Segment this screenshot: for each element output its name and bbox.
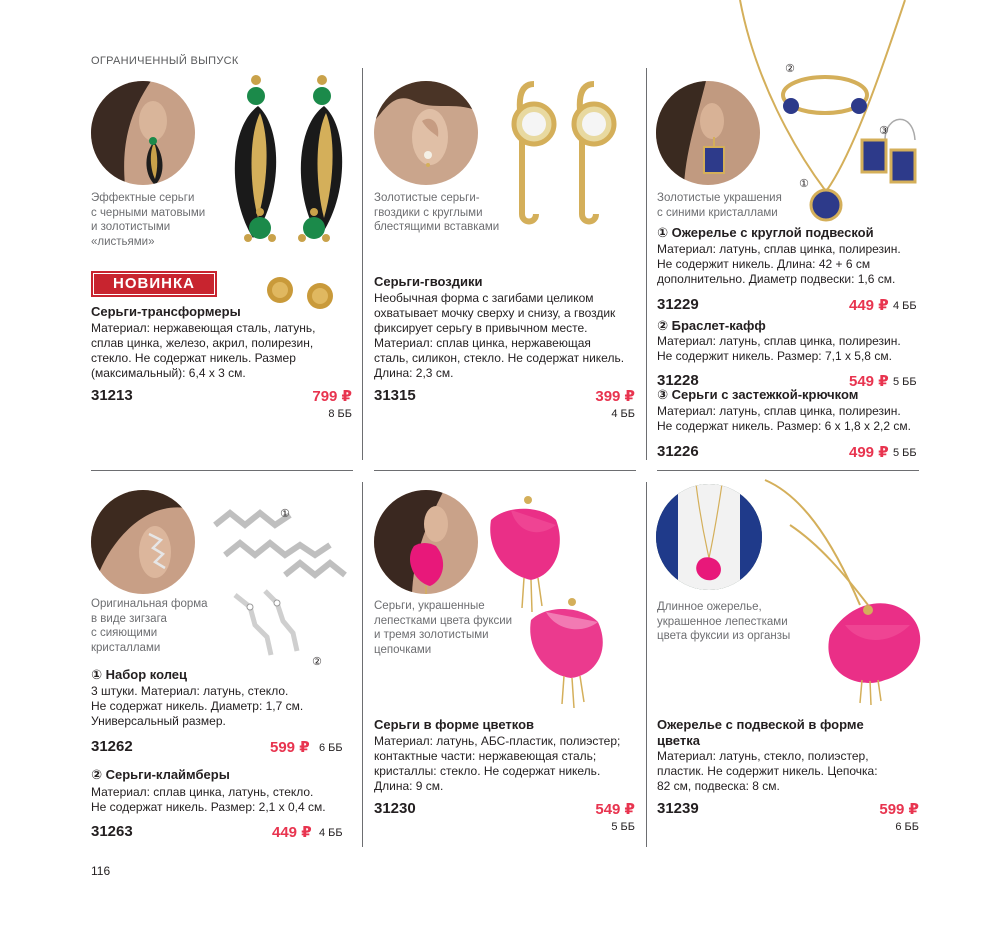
product-code: 31228 bbox=[657, 372, 699, 389]
model-photo bbox=[656, 484, 762, 590]
product-description: Материал: латунь, стекло, полиэстер, пластик. Не содержит никель. Цепочка: 82 см, подвеска: 8 см. bbox=[657, 749, 878, 793]
product-description: Материал: латунь, сплав цинка, полирезин. Не содержит никель. Размер: 7,1 х 5,8 см. bbox=[657, 334, 901, 363]
product-description: 3 штуки. Материал: латунь, стекло. Не содержат никель. Диаметр: 1,7 см. Универсальный размер. bbox=[91, 684, 304, 728]
product-code: 31262 bbox=[91, 738, 133, 755]
column-divider bbox=[646, 68, 647, 460]
product-price: 549 ₽ bbox=[849, 373, 889, 390]
bonus-points: 5 ББ bbox=[893, 376, 917, 388]
product-caption: Оригинальная форма в виде зигзага с сияющими кристаллами bbox=[91, 598, 208, 654]
product-code: 31229 bbox=[657, 296, 699, 313]
column-divider bbox=[646, 482, 647, 847]
product-description: Материал: нержавеющая сталь, латунь, сплав цинка, железо, акрил, полирезин, стекло. Не содержат никель. Размер (максимальный): 6,4 х 3 см. bbox=[91, 321, 316, 380]
model-photo bbox=[91, 490, 195, 594]
product-price: 599 ₽ bbox=[879, 801, 919, 818]
product-price: 399 ₽ bbox=[595, 388, 635, 405]
bonus-points: 5 ББ bbox=[611, 821, 635, 833]
bonus-points: 4 ББ bbox=[319, 827, 343, 839]
product-description: Необычная форма с загибами целиком охватывает мочку сверху и снизу, а гвоздик фиксирует серьгу в привычном месте. Материал: сплав цинка, нержавеющая сталь, силикон, стекло. Не содержат никель. Длина: 2,3 см. bbox=[374, 291, 625, 380]
product-code: 31226 bbox=[657, 443, 699, 460]
marker-2: ② bbox=[312, 656, 322, 668]
bonus-points: 4 ББ bbox=[893, 300, 917, 312]
marker-1: ① bbox=[799, 178, 809, 190]
section-label: ОГРАНИЧЕННЫЙ ВЫПУСК bbox=[91, 55, 239, 67]
product-title: ① Набор колец bbox=[91, 667, 188, 682]
product-description: Материал: сплав цинка, латунь, стекло. Не содержат никель. Размер: 2,1 х 0,4 см. bbox=[91, 785, 326, 814]
product-description: Материал: латунь, АБС-пластик, полиэстер; контактные части: нержавеющая сталь; кристаллы: стекло. Не содержат никель. Длина: 9 см. bbox=[374, 734, 621, 793]
product-code: 31230 bbox=[374, 800, 416, 817]
column-divider bbox=[362, 68, 363, 460]
product-image bbox=[760, 475, 930, 710]
bonus-points: 8 ББ bbox=[328, 408, 352, 420]
product-price: 499 ₽ bbox=[849, 444, 889, 461]
marker-2: ② bbox=[785, 63, 795, 75]
product-title: Серьги-гвоздики bbox=[374, 274, 483, 289]
bonus-points: 6 ББ bbox=[895, 821, 919, 833]
row-divider bbox=[91, 470, 353, 471]
product-code: 31213 bbox=[91, 387, 133, 404]
product-caption: Золотистые украшения с синими кристаллами bbox=[657, 192, 782, 219]
bonus-points: 4 ББ bbox=[611, 408, 635, 420]
column-divider bbox=[362, 482, 363, 847]
product-title: Серьги в форме цветков bbox=[374, 717, 535, 732]
bonus-points: 5 ББ bbox=[893, 447, 917, 459]
model-photo bbox=[374, 490, 478, 594]
page-number: 116 bbox=[91, 864, 111, 878]
product-title: ② Браслет-кафф bbox=[657, 318, 766, 333]
product-code: 31239 bbox=[657, 800, 699, 817]
row-divider bbox=[657, 470, 919, 471]
product-image bbox=[508, 74, 626, 239]
product-caption: Эффектные серьги с черными матовыми и золотистыми «листьями» bbox=[91, 192, 206, 248]
product-price: 449 ₽ bbox=[849, 297, 889, 314]
product-description: Материал: латунь, сплав цинка, полирезин. Не содержат никель. Размер: 6 х 1,8 х 2,2 см. bbox=[657, 404, 911, 433]
product-title: Серьги-трансформеры bbox=[91, 304, 241, 319]
product-caption: Золотистые серьги- гвоздики с круглыми блестящими вставками bbox=[374, 192, 500, 233]
product-description: Материал: латунь, сплав цинка, полирезин. Не содержит никель. Длина: 42 + 6 см дополнительно. Диаметр подвески: 1,6 см. bbox=[657, 242, 901, 286]
product-title: ① Ожерелье с круглой подвеской bbox=[657, 225, 874, 240]
new-badge: НОВИНКА bbox=[91, 271, 217, 297]
product-title: ② Серьги-клаймберы bbox=[91, 767, 230, 782]
product-title: Ожерелье с подвеской в форме цветка bbox=[657, 717, 864, 748]
model-photo bbox=[91, 81, 195, 185]
product-caption: Длинное ожерелье, украшенное лепестками цвета фуксии из органзы bbox=[657, 601, 791, 642]
product-price: 549 ₽ bbox=[595, 801, 635, 818]
row-divider bbox=[374, 470, 636, 471]
product-code: 31263 bbox=[91, 823, 133, 840]
product-price: 599 ₽ bbox=[270, 739, 310, 756]
product-title: ③ Серьги с застежкой-крючком bbox=[657, 387, 859, 402]
product-caption: Серьги, украшенные лепестками цвета фуксии и тремя золотистыми цепочками bbox=[374, 600, 513, 656]
bonus-points: 6 ББ bbox=[319, 742, 343, 754]
product-price: 799 ₽ bbox=[312, 388, 352, 405]
marker-1: ① bbox=[280, 508, 290, 520]
product-code: 31315 bbox=[374, 387, 416, 404]
product-image-detail bbox=[240, 198, 350, 323]
product-price: 449 ₽ bbox=[272, 824, 312, 841]
model-photo bbox=[374, 81, 478, 185]
marker-3: ③ bbox=[879, 125, 889, 137]
